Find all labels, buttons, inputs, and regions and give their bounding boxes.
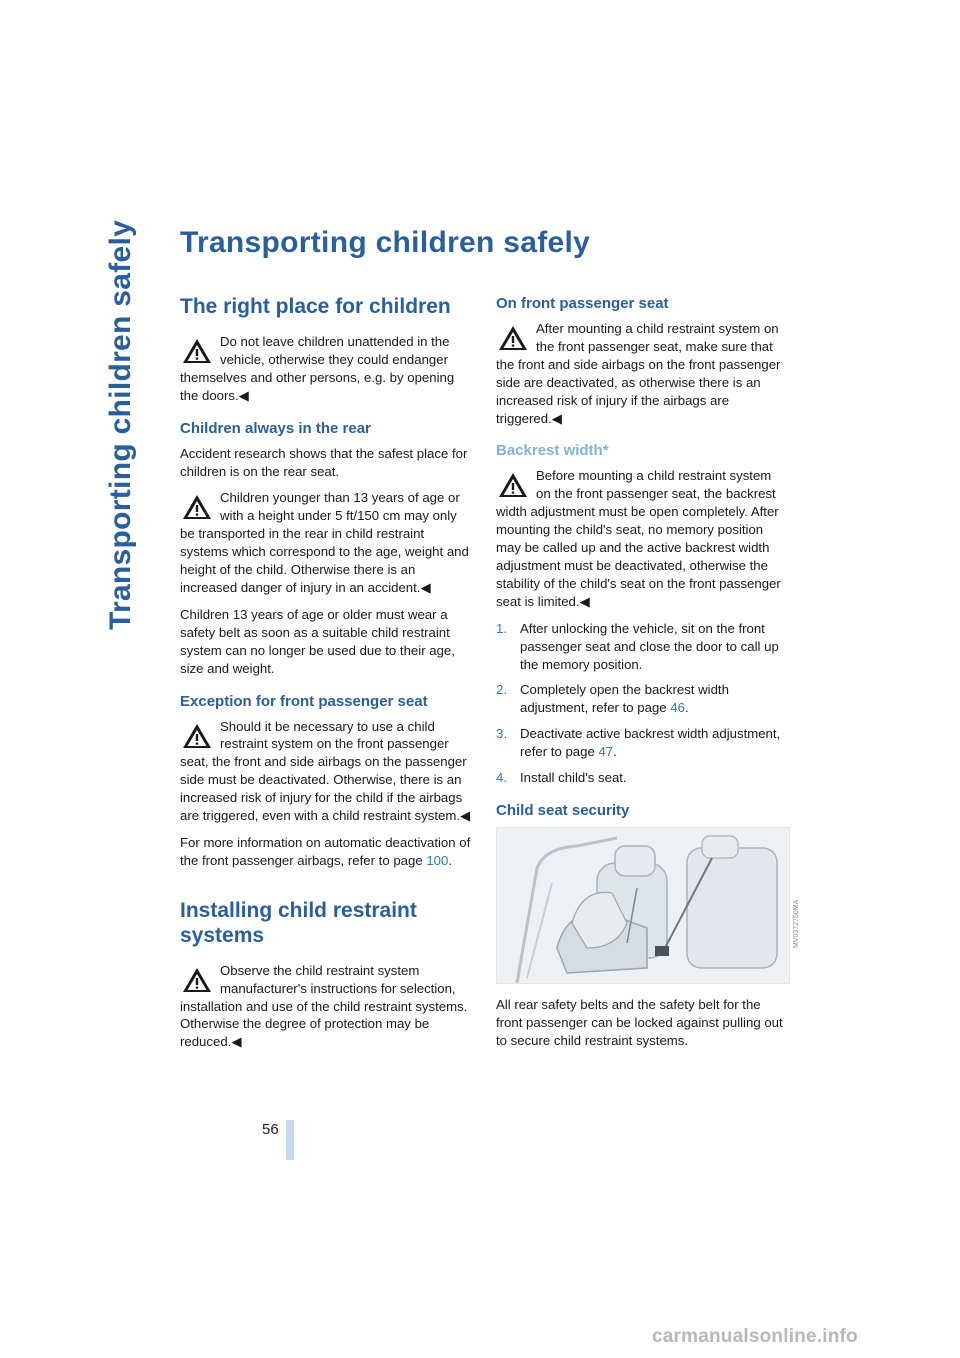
warning-block <box>180 962 472 1052</box>
end-mark: ◀ <box>460 808 471 824</box>
list-item: 2. Completely open the backrest width adjustment, refer to page 46. <box>496 682 729 716</box>
list-item: 4. Install child's seat. <box>496 770 627 786</box>
subheading-backrest-width: Backrest width* <box>496 442 609 460</box>
warning-text: After mounting a child restraint system on the front passenger seat, make sure that the front and side airbags on the front passenger side are deactivated, as otherwise there is an increased risk of injury if the airbags are triggered. <box>496 321 781 426</box>
warning-block <box>180 718 472 825</box>
page-link-47[interactable]: 47 <box>598 744 614 760</box>
warning-text: Observe the child restraint system manufacturer's instructions for selection, installation and use of the child restraint systems. Otherwise the degree of protection may be reduced. <box>180 962 468 1050</box>
page-title: Transporting children safely <box>180 226 591 259</box>
figure-code: MV0372750MA <box>793 899 800 948</box>
watermark: carmanualsonline.info <box>652 1326 858 1347</box>
subheading-child-seat-security: Child seat security <box>496 801 630 819</box>
right-column <box>496 290 800 1059</box>
steps-list <box>496 620 788 787</box>
paragraph: Accident research shows that the safest place for children is on the rear seat. <box>180 445 468 479</box>
page-link-100[interactable]: 100 <box>426 852 449 868</box>
section-heading-right-place: The right place for children <box>180 295 451 318</box>
warning-triangle-icon <box>180 336 214 366</box>
list-item: 1. After unlocking the vehicle, sit on the front passenger seat and close the door to call up the memory position. <box>496 620 779 672</box>
warning-text: Before mounting a child restraint system on the front passenger seat, the backrest width adjustment must be open completely. After mounting the child's seat, no memory position may be called up and the active backrest width adjustment must be deactivated, otherwise the stability of the child's seat on the front passenger seat is limited. <box>496 468 781 609</box>
end-mark: ◀ <box>231 1034 242 1050</box>
child-seat-illustration <box>496 827 800 984</box>
paragraph: All rear safety belts and the safety belt for the front passenger can be locked against pulling out to secure child restraint systems. <box>496 996 783 1048</box>
end-mark: ◀ <box>420 579 431 595</box>
subheading-children-rear: Children always in the rear <box>180 419 371 437</box>
section-heading-installing: Installing child restraint systems <box>180 898 417 947</box>
warning-triangle-icon <box>496 323 530 353</box>
subheading-exception-front: Exception for front passenger seat <box>180 692 428 710</box>
warning-block <box>496 467 788 610</box>
page-link-46[interactable]: 46 <box>670 700 685 716</box>
warning-triangle-icon <box>180 492 214 522</box>
warning-triangle-icon <box>180 965 214 995</box>
page-marker-bar <box>286 1120 294 1160</box>
warning-block <box>180 489 472 596</box>
warning-text: Do not leave children unattended in the vehicle, otherwise they could endanger themselves and other persons, e.g. by opening the doors. <box>180 334 455 403</box>
paragraph: Children 13 years of age or older must wear a safety belt as soon as a suitable child restraint system can no longer be used due to their age, size and weight. <box>180 606 455 676</box>
list-item: 3. Deactivate active backrest width adjustment, refer to page 47. <box>496 726 781 760</box>
end-mark: ◀ <box>579 593 590 609</box>
warning-text: Children younger than 13 years of age or with a height under 5 ft/150 cm may only be transported in the rear in child restraint systems which correspond to the age, weight and height of the child. Otherwise there is an increased danger of injury in an accident. <box>180 490 469 595</box>
subheading-front-passenger: On front passenger seat <box>496 295 669 312</box>
warning-block <box>496 320 788 427</box>
end-mark: ◀ <box>551 410 562 426</box>
warning-text: Should it be necessary to use a child restraint system on the front passenger seat, the front and side airbags on the passenger side must be deactivated. Otherwise, there is an increased risk of injury for the child if the airbags are triggered, even with a child restraint system. <box>180 718 467 824</box>
side-title: Transporting children safely <box>104 219 137 630</box>
warning-triangle-icon <box>496 470 530 500</box>
end-mark: ◀ <box>238 387 249 403</box>
warning-block <box>180 333 472 405</box>
paragraph: For more information on automatic deactivation of the front passenger airbags, refer to page 100. <box>180 834 471 868</box>
warning-triangle-icon <box>180 721 214 751</box>
page-number: 56 <box>262 1121 279 1138</box>
left-column <box>180 290 472 1060</box>
